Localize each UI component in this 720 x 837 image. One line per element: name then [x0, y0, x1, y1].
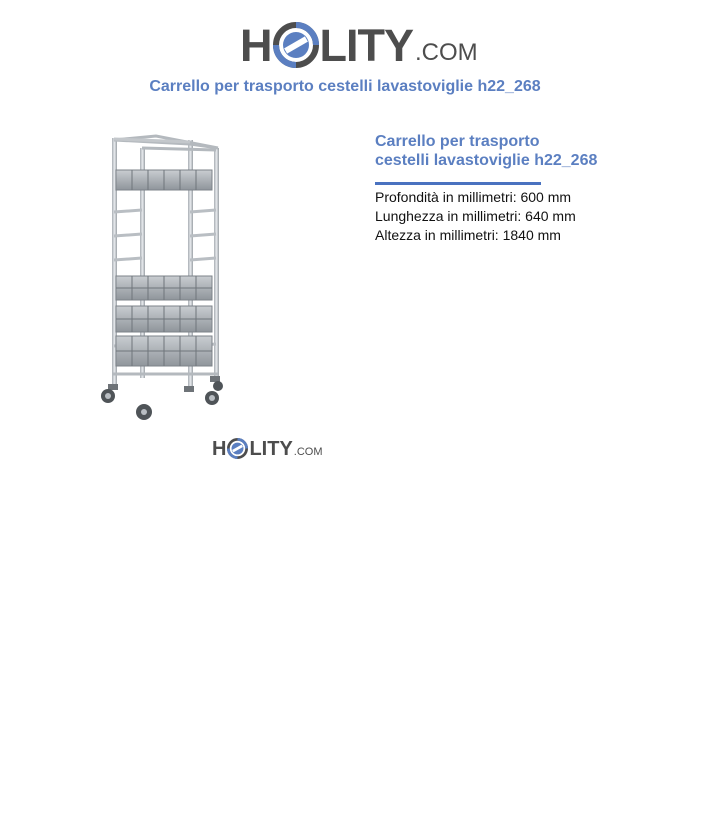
logo-domain: .COM [415, 39, 478, 66]
product-title-line2: cestelli lavastoviglie h22_268 [375, 152, 598, 169]
logo-small-prefix: H [212, 438, 227, 460]
product-details [375, 132, 695, 245]
brand-logo-small [212, 438, 323, 459]
spec-depth: Profondità in millimetri: 600 mm [375, 189, 572, 205]
product-title-line1: Carrello per trasporto [375, 133, 540, 150]
logo-prefix: H [240, 20, 272, 71]
dish-rack-trolley-image [96, 130, 234, 428]
product-title [375, 132, 695, 170]
spec-list [375, 188, 695, 245]
logo-o-icon [273, 22, 319, 68]
spec-height: Altezza in millimetri: 1840 mm [375, 227, 561, 243]
logo-small-suffix: LITY [249, 438, 293, 460]
logo-small-o-icon [227, 438, 248, 459]
brand-logo[interactable] [240, 12, 478, 71]
logo-suffix: LITY [319, 20, 413, 71]
spec-length: Lunghezza in millimetri: 640 mm [375, 208, 576, 224]
title-divider [375, 182, 541, 185]
logo-small-domain: .COM [293, 446, 323, 458]
page-title: Carrello per trasporto cestelli lavastoviglie h22_268 [149, 78, 541, 95]
